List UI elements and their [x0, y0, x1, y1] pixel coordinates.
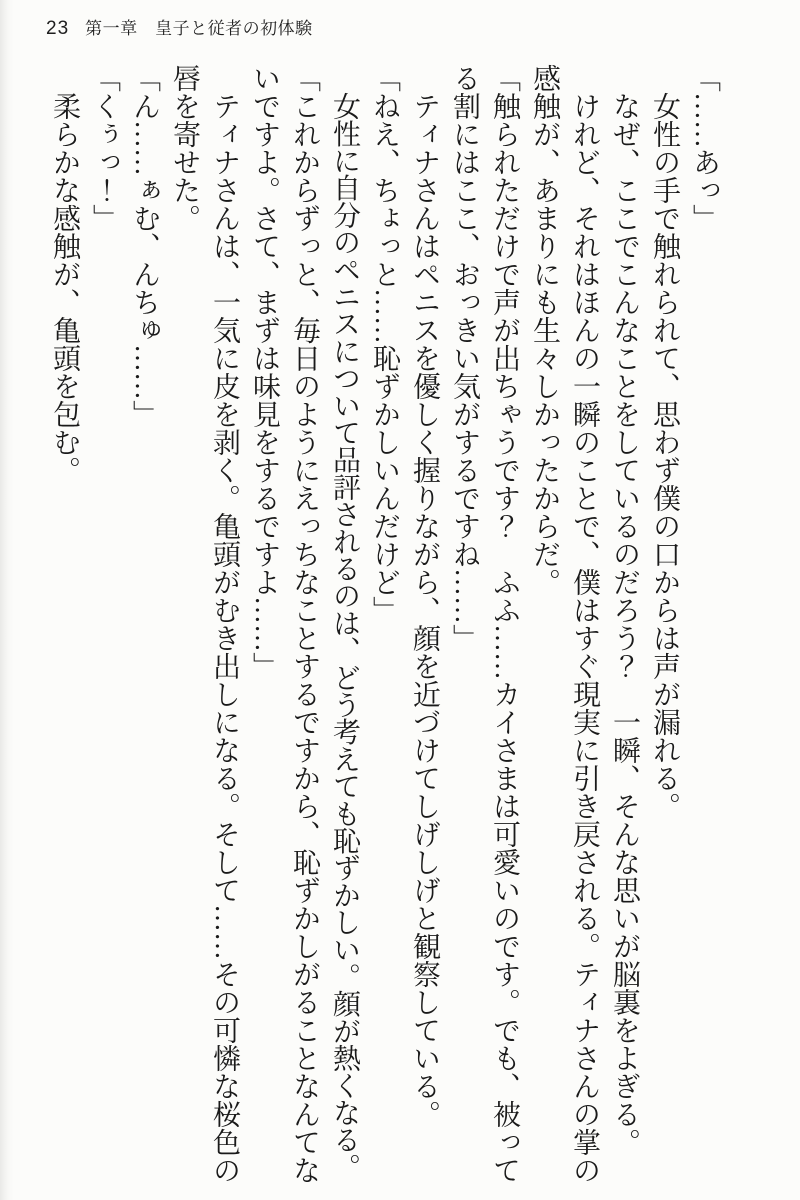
paragraph-dialogue: 「これからずっと、毎日のようにえっちなことするですから、恥ずかしがることなんてないですよ。さて、まずは味見をするですよ……」 — [249, 64, 320, 1184]
paragraph-narration: けれど、それはほんの一瞬のことで、僕はすぐ現実に引き戻される。ティナさんの掌の感触が、あまりにも生々しかったからだ。 — [529, 64, 600, 1184]
paragraph-dialogue: 「……あっ」 — [689, 64, 720, 232]
paragraph-narration: 女性に自分のペニスについて品評されるのは、どう考えても恥ずかしい。顔が熱くなる。 — [329, 92, 360, 1181]
paragraph-narration: ティナさんはペニスを優しく握りながら、顔を近づけてしげしげと観察している。 — [409, 92, 440, 1128]
paragraph-narration: ティナさんは、一気に皮を剥く。亀頭がむき出しになる。そして……その可憐な桜色の唇を寄せた。 — [169, 64, 240, 1184]
page-number: 23 — [46, 18, 70, 39]
chapter-title: 第一章 皇子と従者の初体験 — [85, 19, 313, 38]
paragraph-dialogue: 「ん……ぁむ、んちゅ……」 — [129, 64, 160, 428]
page-header — [46, 14, 313, 40]
novel-text — [44, 64, 724, 1190]
paragraph-dialogue: 「くぅっ！」 — [89, 64, 120, 232]
page-gutter-shadow — [0, 0, 14, 1200]
paragraph-narration: 柔らかな感触が、亀頭を包む。 — [49, 92, 80, 484]
paragraph-narration: 女性の手で触れられて、思わず僕の口からは声が漏れる。 — [649, 92, 680, 820]
paragraph-dialogue: 「ねえ、ちょっと……恥ずかしいんだけど」 — [369, 64, 400, 624]
paragraph-narration: なぜ、ここでこんなことをしているのだろう？ 一瞬、そんな思いが脳裏をよぎる。 — [609, 92, 640, 1156]
paragraph-dialogue: 「触られただけで声が出ちゃうです？ ふふ……カイさまは可愛いのです。でも、被ってる割にはここ、おっきい気がするですね……」 — [449, 64, 520, 1184]
